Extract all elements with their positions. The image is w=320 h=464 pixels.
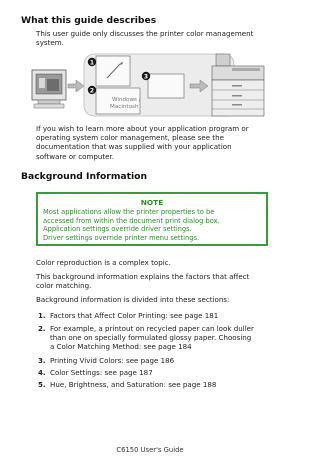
note-title: NOTE (140, 198, 164, 207)
list-number: 5. (38, 380, 46, 389)
list-number: 4. (38, 368, 46, 377)
os-label: Windows / (112, 97, 141, 103)
intro-text (36, 29, 276, 47)
list-text: For example, a printout on recycled paper can look duller (50, 324, 254, 333)
svg-text:2: 2 (89, 87, 95, 95)
list-number: 2. (38, 324, 46, 333)
list-text: than one on specially formulated glossy paper. Choosing (50, 333, 252, 343)
list-number: 1. (38, 311, 46, 320)
driver-panel-icon (148, 74, 184, 98)
paragraph-line: If you wish to learn more about your application program or (36, 124, 249, 133)
paragraph-explains (36, 272, 276, 290)
printer-icon (212, 54, 264, 116)
intro-line: This user guide only discusses the printer color management (36, 29, 254, 38)
section-heading-background: Background Information (21, 171, 148, 182)
note-box (36, 192, 268, 246)
note-line: Driver settings override printer menu settings. (43, 233, 200, 242)
monitor-icon (32, 70, 66, 108)
os-label: Macintosh (110, 104, 139, 110)
section-heading-guide: What this guide describes (21, 15, 157, 26)
paragraph-complex: Color reproduction is a complex topic. (36, 258, 171, 267)
page-footer: C6150 User's Guide (116, 446, 184, 454)
list-text: Printing Vivid Colors: see page 186 (50, 356, 175, 365)
paragraph-line: documentation that was supplied with your application (36, 142, 232, 152)
paragraph-line: This background information explains the factors that affect (36, 272, 250, 281)
paragraph-divided: Background information is divided into these sections: (36, 295, 230, 304)
list-item (38, 380, 268, 390)
list-number: 3. (38, 356, 46, 365)
list-item (38, 324, 268, 354)
paragraph-line: color matching. (36, 281, 92, 291)
list-item (38, 368, 268, 378)
list-text: Hue, Brightness, and Saturation: see page 188 (50, 380, 217, 389)
color-management-diagram (30, 52, 270, 118)
note-line: accessed from within the document print dialog box. (43, 216, 220, 225)
svg-text:3: 3 (143, 73, 149, 81)
svg-text:1: 1 (89, 59, 95, 67)
os-panel-icon (96, 88, 141, 114)
paragraph-line: operating system color management, please see the (36, 133, 224, 143)
list-text: Color Settings: see page 187 (50, 368, 153, 377)
paragraph-line: software or computer. (36, 151, 115, 161)
note-line: Application settings override driver settings. (43, 225, 192, 234)
list-text: a Color Matching Method: see page 184 (50, 342, 192, 352)
paragraph-learn-more (36, 124, 276, 161)
list-item (38, 356, 268, 366)
note-line: Most applications allow the printer properties to be (43, 208, 215, 216)
application-panel-icon (96, 56, 130, 86)
list-item (38, 311, 268, 321)
arrow-icon (68, 80, 84, 92)
list-text: Factors that Affect Color Printing: see page 181 (50, 311, 219, 320)
intro-line: system. (36, 38, 64, 48)
